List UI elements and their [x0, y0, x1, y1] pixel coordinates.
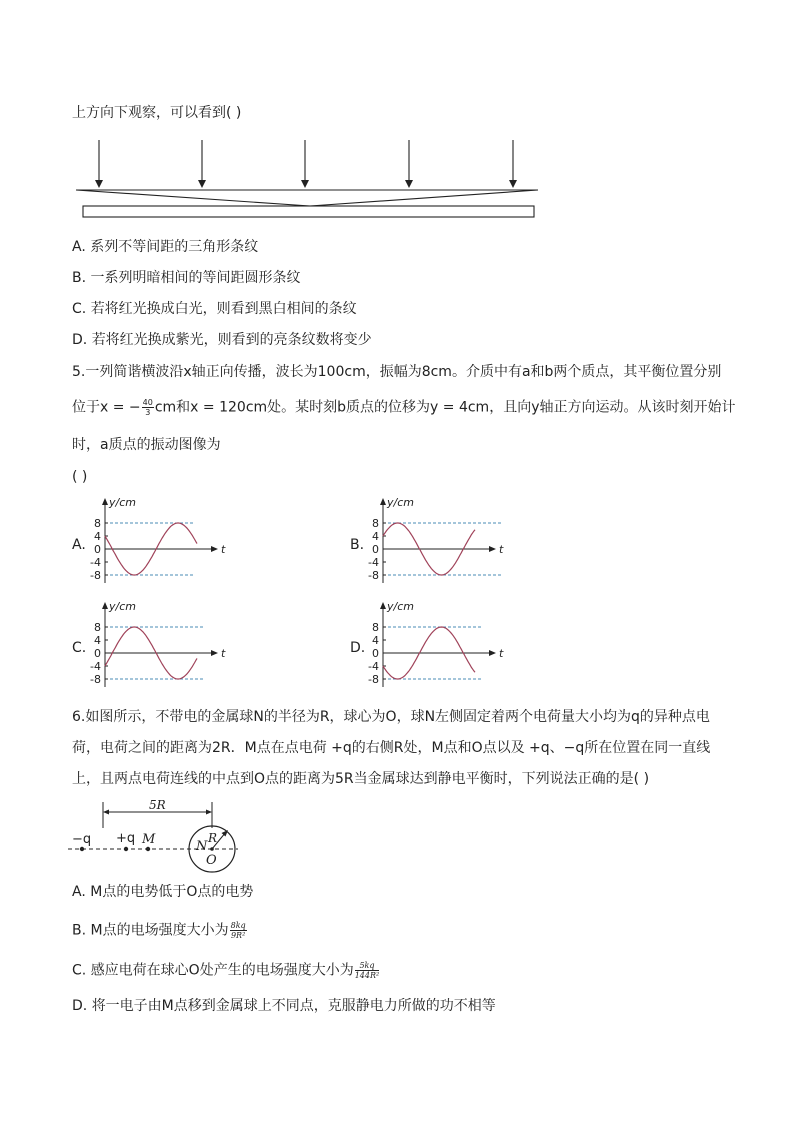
y-axis-label: y/cm [387, 600, 414, 613]
t-axis-arrow [211, 546, 218, 552]
y-tick-label: -8 [90, 673, 101, 686]
graph-c [80, 596, 225, 688]
graph-a-label: A. [72, 537, 86, 553]
q6-option-d: D. 将一电子由M点移到金属球上不同点，克服静电力所做的功不相等 [72, 998, 496, 1014]
graph-d-label: D. [350, 640, 366, 656]
graph-d [358, 596, 503, 688]
y-tick-label: 8 [372, 517, 379, 530]
q6-option-c: C. 感应电荷在球心O处产生的电场强度大小为 $\frac{5kq}{\text{144R²}}$ [72, 961, 380, 980]
pos-q-label: +q [116, 831, 136, 846]
y-tick-label: 0 [94, 647, 101, 660]
y-tick-label: 4 [372, 634, 379, 647]
q4-option-c: C. 若将红光换成白光，则看到黑白相间的条纹 [72, 301, 357, 317]
positive-charge [124, 847, 128, 851]
graph-b [358, 492, 503, 584]
r-label: R [208, 831, 218, 845]
y-axis-arrow [102, 602, 108, 609]
y-axis-label: y/cm [109, 600, 136, 613]
y-tick-label: -8 [90, 569, 101, 582]
q6-option-a: A. M点的电势低于O点的电势 [72, 884, 254, 900]
y-tick-label: -4 [368, 556, 379, 569]
q4-option-d: D. 若将红光换成紫光，则看到的亮条纹数将变少 [72, 332, 372, 348]
y-axis-arrow [102, 498, 108, 505]
q4-stem: 上方向下观察，可以看到( ) [72, 105, 242, 121]
y-tick-label: -8 [368, 569, 379, 582]
fraction-5kq: $\frac{5kq}{\text{144R²}}$ [354, 961, 380, 980]
t-axis-arrow [489, 650, 496, 656]
y-tick-label: -4 [368, 660, 379, 673]
graph-c-label: C. [72, 640, 87, 656]
q5-line-3: 时，a质点的振动图像为 [72, 437, 221, 453]
y-tick-label: 4 [94, 530, 101, 543]
t-axis-label: t [499, 543, 504, 556]
q5-answer-paren: ( ) [72, 469, 88, 485]
y-axis-label: y/cm [109, 496, 136, 509]
fraction-40-3: $\frac{40}{3}$ [142, 398, 153, 417]
n-label: N [196, 839, 208, 854]
y-tick-label: -4 [90, 556, 101, 569]
q6-line-2: 荷，电荷之间的距离为2R．M点在点电荷 +q的右侧R处，M点和O点以及 +q、−q所在位置在同一直线 [72, 740, 711, 756]
y-tick-label: 8 [372, 621, 379, 634]
dim-5r: 5R [149, 798, 166, 812]
q6-line-1: 6.如图所示，不带电的金属球N的半径为R，球心为O，球N左侧固定着两个电荷量大小均为q的异种点电 [72, 709, 710, 725]
y-axis-label: y/cm [387, 496, 414, 509]
y-tick-label: 0 [372, 647, 379, 660]
y-axis-arrow [380, 498, 386, 505]
negative-charge [80, 847, 84, 851]
graph-b-label: B. [350, 537, 365, 553]
q4-option-b: B. 一系列明暗相间的等间距圆形条纹 [72, 270, 301, 286]
charge-sphere-figure [60, 794, 260, 874]
y-tick-label: 4 [94, 634, 101, 647]
y-tick-label: -4 [90, 660, 101, 673]
q6-option-b: B. M点的电场强度大小为 $\frac{8kq}{\text{9R²}}$ [72, 921, 246, 940]
fraction-8kq: $\frac{8kq}{\text{9R²}}$ [230, 921, 246, 940]
t-axis-arrow [489, 546, 496, 552]
y-tick-label: -8 [368, 673, 379, 686]
o-label: O [206, 853, 217, 868]
y-axis-arrow [380, 602, 386, 609]
t-axis-arrow [211, 650, 218, 656]
y-tick-label: 8 [94, 517, 101, 530]
q6-line-3: 上，且两点电荷连线的中点到O点的距离为5R当金属球达到静电平衡时，下列说法正确的是( ) [72, 771, 650, 787]
t-axis-label: t [499, 647, 504, 660]
y-tick-label: 8 [94, 621, 101, 634]
q5-line-1: 5.一列简谐横波沿x轴正向传播，波长为100cm，振幅为8cm。介质中有a和b两个质点，其平衡位置分别 [72, 364, 722, 380]
y-tick-label: 0 [94, 543, 101, 556]
q4-option-a: A. 系列不等间距的三角形条纹 [72, 239, 259, 255]
m-label: M [142, 832, 156, 847]
y-tick-label: 4 [372, 530, 379, 543]
graph-a [80, 492, 225, 584]
t-axis-label: t [221, 647, 226, 660]
y-tick-label: 0 [372, 543, 379, 556]
t-axis-label: t [221, 543, 226, 556]
wedge-figure [0, 0, 794, 240]
neg-q-label: −q [72, 832, 92, 847]
q5-line-2: 位于x = − $\frac{40}{3}$ cm和x = 120cm处。某时刻b质点的位移为y = 4cm，且向y轴正方向运动。从该时刻开始计 [72, 398, 736, 417]
point-m [146, 847, 150, 851]
